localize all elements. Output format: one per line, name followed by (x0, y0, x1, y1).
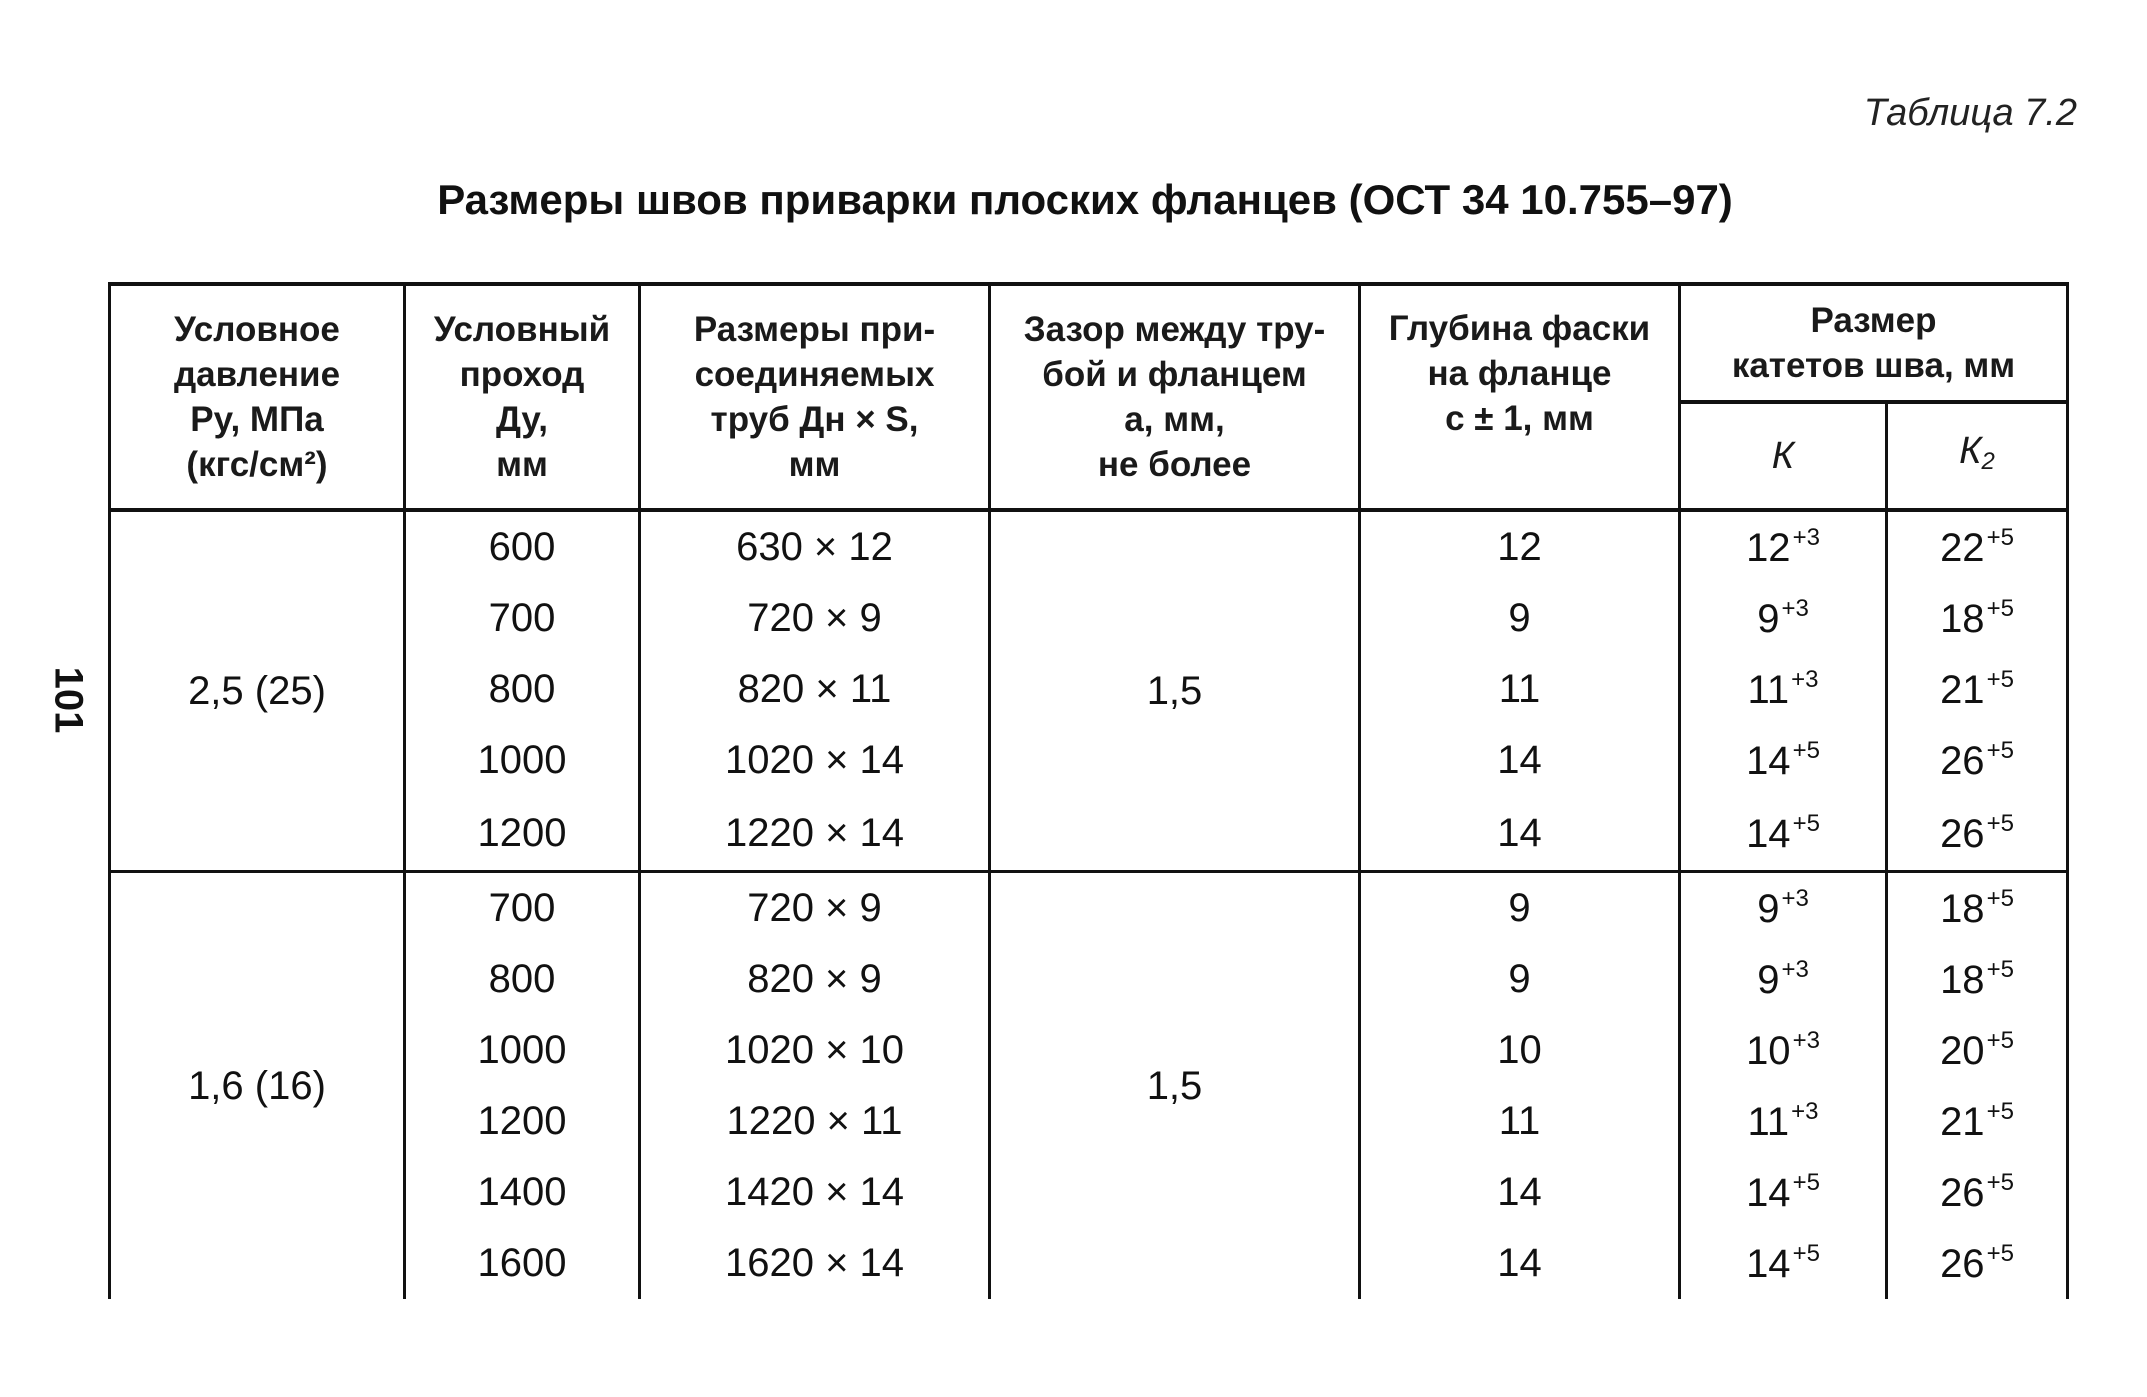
bevel-depth-cell: 9 (1360, 944, 1680, 1015)
k-cell (1680, 1086, 1887, 1157)
k2-value: 18 (1940, 597, 1985, 641)
page-number: 101 (46, 666, 91, 734)
k2-value: 21 (1940, 668, 1985, 712)
k2-value: 21 (1940, 1100, 1985, 1144)
k2-cell (1887, 872, 2068, 945)
bevel-depth-cell: 14 (1360, 725, 1680, 796)
k-tolerance: +3 (1781, 885, 1809, 912)
k-tolerance: +3 (1791, 1098, 1819, 1125)
k-tolerance: +5 (1792, 737, 1820, 764)
table-row (110, 872, 2068, 945)
k-value: 9 (1757, 958, 1780, 1002)
k-tolerance: +5 (1792, 1169, 1820, 1196)
pipe-size-cell: 630 × 12 (640, 510, 990, 583)
nominal-bore-cell: 800 (405, 944, 640, 1015)
pipe-size-cell: 1220 × 14 (640, 796, 990, 872)
nominal-bore-cell: 1200 (405, 796, 640, 872)
k2-value: 26 (1940, 1171, 1985, 1215)
table-row (110, 510, 2068, 583)
k2-tolerance: +5 (1986, 737, 2014, 764)
pipe-size-cell: 1020 × 10 (640, 1015, 990, 1086)
pressure-cell: 2,5 (25) (110, 510, 405, 872)
header-pipe-size: Размеры при- соединяемых труб Дн × S, мм (640, 284, 990, 510)
bevel-depth-cell: 11 (1360, 654, 1680, 725)
header-bevel-depth: Глубина фаски на фланце с ± 1, мм (1360, 284, 1680, 510)
pipe-size-cell: 1220 × 11 (640, 1086, 990, 1157)
k2-tolerance: +5 (1986, 956, 2014, 983)
bevel-depth-cell: 14 (1360, 1157, 1680, 1228)
k2-tolerance: +5 (1986, 595, 2014, 622)
k2-value: 26 (1940, 739, 1985, 783)
k2-value: 20 (1940, 1029, 1985, 1073)
k-cell (1680, 1015, 1887, 1086)
nominal-bore-cell: 1400 (405, 1157, 640, 1228)
nominal-bore-cell: 1000 (405, 725, 640, 796)
bevel-depth-cell: 12 (1360, 510, 1680, 583)
nominal-bore-cell: 1600 (405, 1228, 640, 1299)
k2-value: 26 (1940, 811, 1985, 856)
pipe-size-cell: 720 × 9 (640, 872, 990, 945)
pressure-cell: 1,6 (16) (110, 872, 405, 1300)
bevel-depth-cell: 14 (1360, 1228, 1680, 1299)
k-tolerance: +5 (1792, 809, 1820, 837)
k-cell (1680, 725, 1887, 796)
k2-tolerance: +5 (1986, 1027, 2014, 1054)
k-value: 11 (1747, 668, 1790, 712)
nominal-bore-cell: 800 (405, 654, 640, 725)
k2-cell (1887, 1015, 2068, 1086)
header-leg-size: Размер катетов шва, мм (1680, 284, 2068, 402)
header-k2: К2 (1887, 402, 2068, 510)
k-tolerance: +5 (1792, 1240, 1820, 1267)
k2-cell (1887, 725, 2068, 796)
k-value: 14 (1746, 811, 1791, 856)
k2-tolerance: +5 (1986, 809, 2014, 837)
k-tolerance: +3 (1791, 666, 1819, 693)
k2-tolerance: +5 (1986, 666, 2014, 693)
bevel-depth-cell: 10 (1360, 1015, 1680, 1086)
k-value: 14 (1746, 739, 1791, 783)
k2-tolerance: +5 (1986, 524, 2014, 551)
k2-cell (1887, 944, 2068, 1015)
k2-tolerance: +5 (1986, 1098, 2014, 1125)
bevel-depth-cell: 14 (1360, 796, 1680, 872)
k2-cell (1887, 1086, 2068, 1157)
k2-cell (1887, 583, 2068, 654)
k2-value: 18 (1940, 887, 1985, 931)
gap-cell: 1,5 (990, 510, 1360, 872)
k-cell (1680, 583, 1887, 654)
pipe-size-cell: 720 × 9 (640, 583, 990, 654)
pipe-size-cell: 1420 × 14 (640, 1157, 990, 1228)
k-tolerance: +3 (1792, 524, 1820, 551)
k-cell (1680, 872, 1887, 945)
k-tolerance: +3 (1781, 595, 1809, 622)
pipe-size-cell: 1620 × 14 (640, 1228, 990, 1299)
nominal-bore-cell: 600 (405, 510, 640, 583)
k-cell (1680, 654, 1887, 725)
k2-tolerance: +5 (1986, 1169, 2014, 1196)
nominal-bore-cell: 1200 (405, 1086, 640, 1157)
k2-value: 18 (1940, 958, 1985, 1002)
k-cell (1680, 1157, 1887, 1228)
k-value: 10 (1746, 1029, 1791, 1073)
pipe-size-cell: 820 × 11 (640, 654, 990, 725)
bevel-depth-cell: 11 (1360, 1086, 1680, 1157)
gap-cell: 1,5 (990, 872, 1360, 1300)
k-value: 14 (1746, 1171, 1791, 1215)
k2-tolerance: +5 (1986, 1240, 2014, 1267)
k2-cell (1887, 1228, 2068, 1299)
k2-cell (1887, 796, 2068, 872)
k-cell (1680, 1228, 1887, 1299)
k-value: 14 (1746, 1242, 1791, 1286)
pipe-size-cell: 820 × 9 (640, 944, 990, 1015)
flange-weld-table (108, 282, 2069, 1299)
k-value: 9 (1757, 887, 1780, 931)
k-cell (1680, 796, 1887, 872)
k-tolerance: +3 (1792, 1027, 1820, 1054)
k2-cell (1887, 510, 2068, 583)
k-cell (1680, 944, 1887, 1015)
table-title: Размеры швов приварки плоских фланцев (ОСТ 34 10.755–97) (437, 176, 1733, 223)
k-tolerance: +3 (1781, 956, 1809, 983)
k-cell (1680, 510, 1887, 583)
k-value: 11 (1747, 1100, 1790, 1144)
k2-tolerance: +5 (1986, 885, 2014, 912)
header-nominal-bore: Условный проход Ду, мм (405, 284, 640, 510)
pipe-size-cell: 1020 × 14 (640, 725, 990, 796)
nominal-bore-cell: 1000 (405, 1015, 640, 1086)
header-k: К (1680, 402, 1887, 510)
k2-cell (1887, 654, 2068, 725)
bevel-depth-cell: 9 (1360, 872, 1680, 945)
k2-value: 22 (1940, 526, 1985, 570)
k2-value: 26 (1940, 1242, 1985, 1286)
nominal-bore-cell: 700 (405, 872, 640, 945)
bevel-depth-cell: 9 (1360, 583, 1680, 654)
k-value: 12 (1746, 526, 1791, 570)
nominal-bore-cell: 700 (405, 583, 640, 654)
header-pressure: Условное давление Pу, МПа (кгс/см²) (110, 284, 405, 510)
table-label: Таблица 7.2 (1863, 92, 2077, 134)
k-value: 9 (1757, 597, 1780, 641)
header-gap: Зазор между тру- бой и фланцем a, мм, не более (990, 284, 1360, 510)
k2-cell (1887, 1157, 2068, 1228)
